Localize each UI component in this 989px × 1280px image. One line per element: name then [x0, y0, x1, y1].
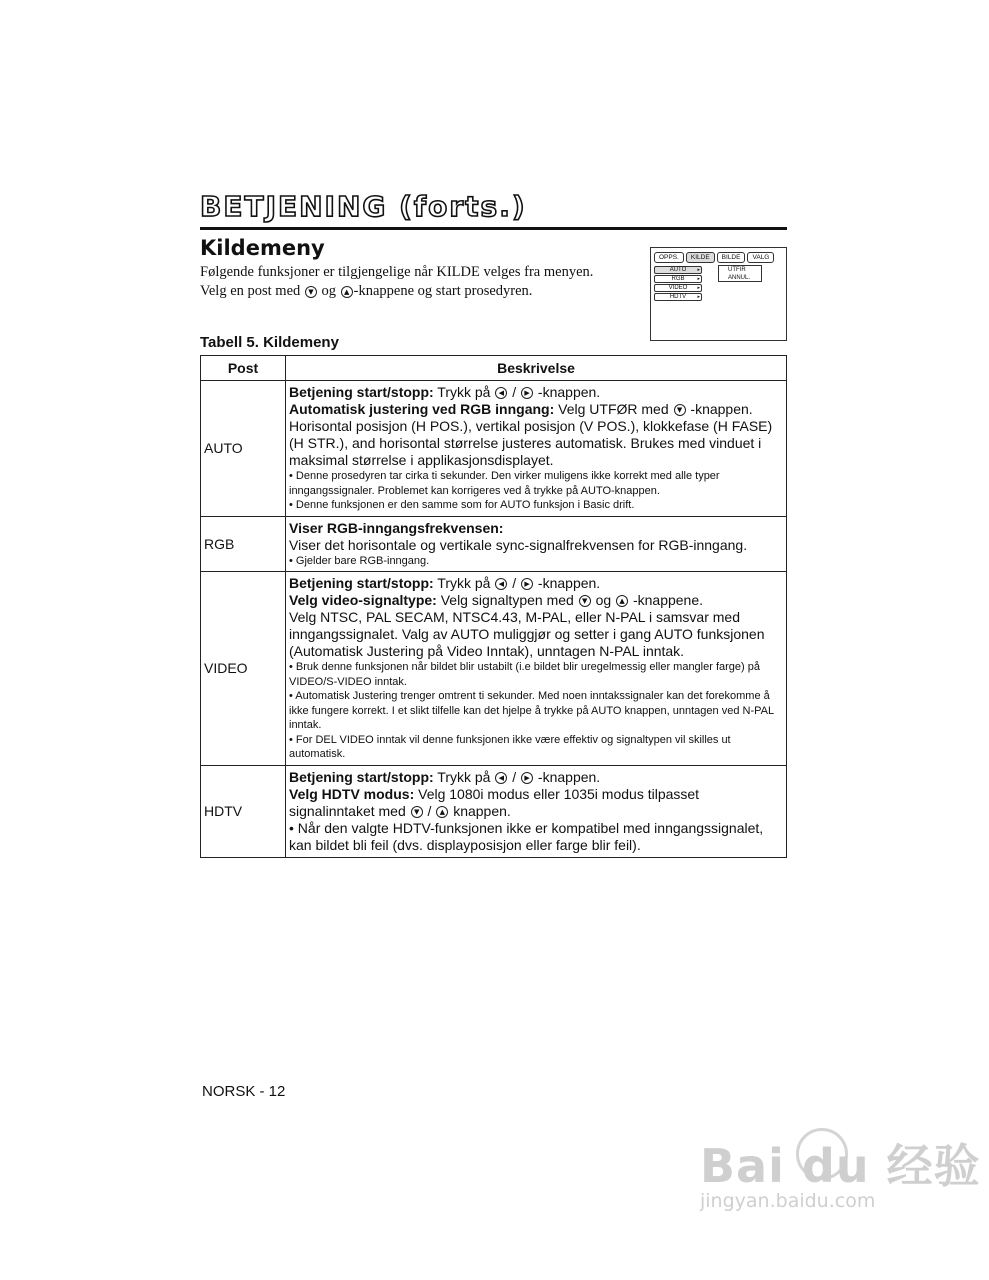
up-button-icon: ▲ — [341, 286, 353, 298]
right-button-icon: ▶ — [521, 387, 533, 399]
menu-item-auto: AUTO ▸ — [654, 266, 702, 274]
up-button-icon: ▲ — [436, 806, 448, 818]
menu-item-video: VIDEO ▸ — [654, 284, 702, 292]
header-post: Post — [201, 356, 286, 381]
desc-rgb: Viser RGB-inngangsfrekvensen: Viser det horisontale og vertikale sync-signalfrekvensen for RGB-inngang. • Gjelder bare RGB-inngang. — [286, 516, 787, 572]
up-button-icon: ▲ — [616, 595, 628, 607]
table-row-auto — [201, 381, 787, 517]
watermark-logo: Bai du 经验 — [700, 1139, 981, 1193]
left-button-icon: ◀ — [495, 387, 507, 399]
down-button-icon: ▼ — [411, 806, 423, 818]
submenu-item-annul: ANNUL. — [728, 275, 751, 281]
menu-preview — [650, 247, 787, 341]
down-button-icon: ▼ — [579, 595, 591, 607]
chapter-rule — [200, 227, 787, 230]
post-rgb: RGB — [201, 516, 286, 572]
left-button-icon: ◀ — [495, 772, 507, 784]
section-title: Kildemeny — [200, 236, 325, 260]
menu-tab-kilde: KILDE — [686, 252, 715, 263]
menu-item-hdtv: HDTV ▸ — [654, 293, 702, 301]
table-caption: Tabell 5. Kildemeny — [200, 334, 339, 351]
menu-tab-opps: OPPS. — [654, 252, 684, 263]
menu-tab-bilde: BILDE — [717, 252, 746, 263]
intro-line-1: Følgende funksjoner er tilgjengelige når KILDE velges fra menyen. — [200, 264, 594, 280]
left-button-icon: ◀ — [495, 578, 507, 590]
menu-tabs — [654, 252, 774, 263]
menu-submenu — [718, 265, 762, 282]
post-auto: AUTO — [201, 381, 286, 517]
right-button-icon: ▶ — [521, 578, 533, 590]
down-button-icon: ▼ — [674, 404, 686, 416]
table-row-rgb — [201, 516, 787, 572]
table-row-hdtv — [201, 765, 787, 857]
post-hdtv: HDTV — [201, 765, 286, 857]
post-video: VIDEO — [201, 572, 286, 766]
menu-item-rgb: RGB ▸ — [654, 275, 702, 283]
source-menu-table — [200, 355, 787, 858]
desc-video: Betjening start/stopp: Trykk på ◀ / ▶ -knappen. Velg video-signaltype: Velg signaltypen med ▼ og ▲ -knappene. Velg NTSC, PAL SECAM, NTSC4.43, M-PAL, eller N-PAL i samsvar med inngangssignalet. Valg av AUTO muliggjør og setter i gang AUTO funksjonen (Automatisk Justering på Video Inntak), unntagen N-PAL inntak. • Bruk denne funksjonen når bildet blir ustabilt (i.e bildet blir uregelmessig eller mangler farge) på VIDEO/S-VIDEO inntak. • Automatisk Justering trenger omtrent ti sekunder. Med noen inntakssignaler kan det forekomme å ikke fungere korrekt. I et slikt tilfelle kan det hjelpe å trykke på AUTO knappen, unntagen ved N-PAL inntak. • For DEL VIDEO inntak vil denne funksjonen ikke være effektiv og signaltypen vil skilles ut automatisk. — [286, 572, 787, 766]
submenu-item-utfir: UTFIR — [728, 267, 746, 273]
menu-tab-valg: VALG — [747, 252, 774, 263]
watermark — [700, 1130, 981, 1212]
chapter-title: BETJENING (forts.) — [200, 190, 527, 223]
desc-hdtv: Betjening start/stopp: Trykk på ◀ / ▶ -knappen. Velg HDTV modus: Velg 1080i modus eller 1035i modus tilpasset signalinntaket med ▼ / ▲ knappen. • Når den valgte HDTV-funksjonen ikke er kompatibel med inngangssignalet, kan bildet bli feil (dvs. displayposisjon eller farge blir feil). — [286, 765, 787, 857]
page-footer: NORSK - 12 — [202, 1083, 286, 1100]
intro-line-2: Velg en post med ▼ og ▲ -knappene og start prosedyren. — [200, 283, 533, 299]
table-header-row — [201, 356, 787, 381]
intro-text — [200, 263, 593, 301]
header-desc: Beskrivelse — [286, 356, 787, 381]
desc-auto: Betjening start/stopp: Trykk på ◀ / ▶ -knappen. Automatisk justering ved RGB inngang: Velg UTFØR med ▼ -knappen. Horisontal posisjon (H POS.), vertikal posisjon (V POS.), klokkefase (H FASE) (H STR.), and horisontal størrelse justeres automatisk. Brukes med vinduet i maksimal størrelse i applikasjonsdisplayet. • Denne prosedyren tar cirka ti sekunder. Den virker muligens ikke korrekt med alle typer inngangssignaler. Problemet kan korrigeres ved å trykke på AUTO-knappen. • Denne funksjonen er den samme som for AUTO funksjon i Basic drift. — [286, 381, 787, 517]
menu-items — [654, 266, 702, 301]
down-button-icon: ▼ — [305, 286, 317, 298]
table-row-video — [201, 572, 787, 766]
right-button-icon: ▶ — [521, 772, 533, 784]
watermark-url: jingyan.baidu.com — [700, 1190, 876, 1212]
